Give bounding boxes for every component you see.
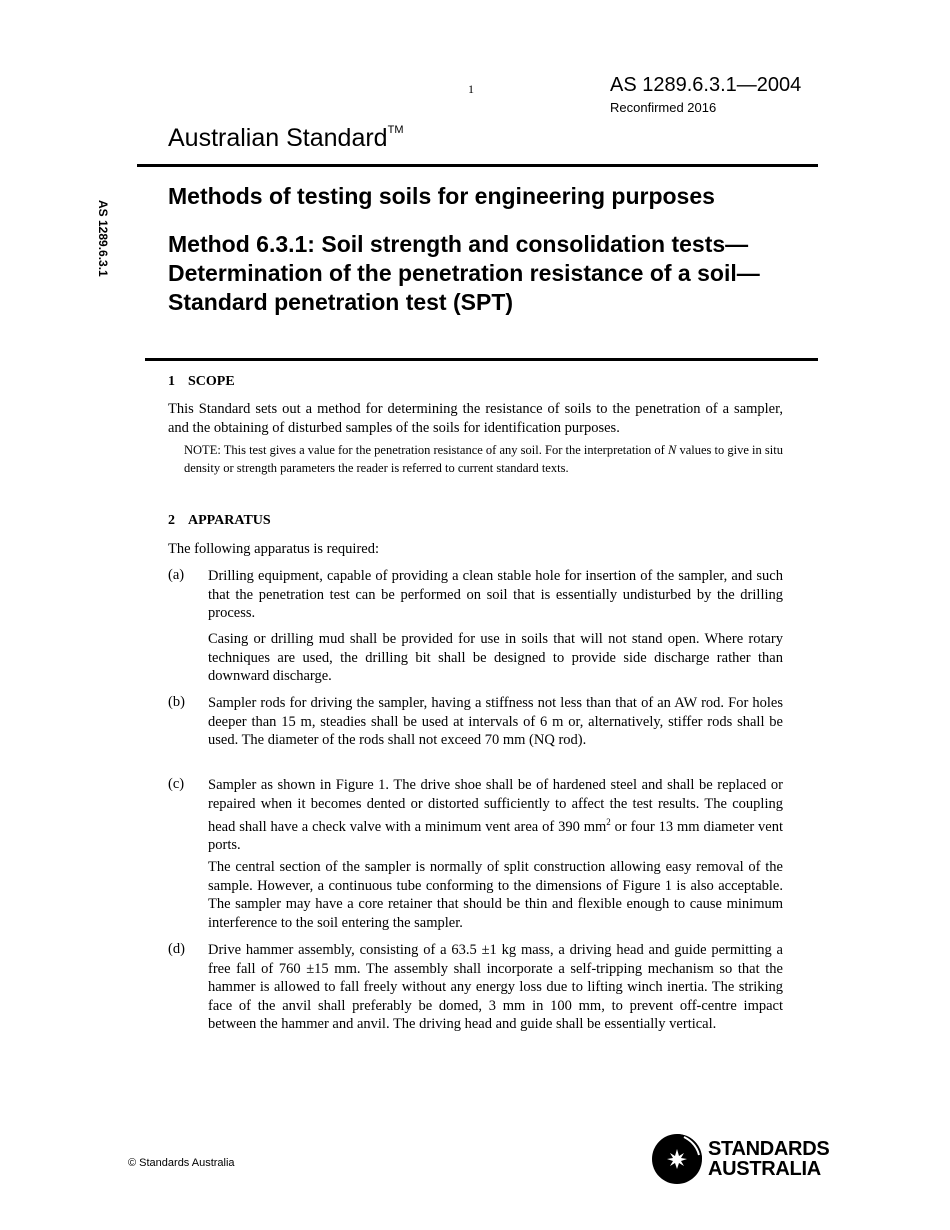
logo-line: AUSTRALIA [708, 1158, 821, 1180]
list-item-label: (a) [168, 567, 185, 583]
note-text-start: NOTE: This test gives a value for the penetration resistance of any soil. For the interpretation of [184, 443, 668, 457]
copyright: © Standards Australia [128, 1157, 235, 1169]
series-title: Methods of testing soils for engineering purposes [168, 183, 715, 209]
trademark-symbol: TM [387, 123, 404, 136]
logo-line: STANDARDS [708, 1138, 830, 1160]
list-item-text: Casing or drilling mud shall be provided for use in soils that will not stand open. Where rotary techniques are used, the drilling bit shall be designed to provide side discharge rather than downward discharge. [208, 631, 783, 684]
list-item-label: (c) [168, 776, 185, 792]
section-title: SCOPE [188, 374, 235, 389]
text-segment: Sampler as shown in Figure 1. The drive shoe shall be of hardened steel and shall be replaced or repaired when it becomes dented or distorted sufficiently to affect the test results. The coupling head shall have a check valve with a minimum vent area of 390 mm [208, 777, 783, 835]
method-title: Method 6.3.1: Soil strength and consolidation tests—Determination of the penetration resistance of a soil—Standard penetration test (SPT) [168, 231, 760, 315]
section-heading-apparatus [168, 513, 271, 529]
reconfirmed-label: Reconfirmed 2016 [610, 100, 717, 115]
scope-note [184, 441, 783, 477]
superscript: 2 [606, 817, 611, 827]
list-item-label: (d) [168, 941, 185, 957]
list-item-text: Drive hammer assembly, consisting of a 63.5 ±1 kg mass, a driving head and guide permitting a free fall of 760 ±15 mm. The assembly shall incorporate a self-tripping mechanism so that the hammer is allowed to fall freely without any energy loss due to lifting winch inertia. The striking face of the anvil shall preferably be domed, 3 mm in 100 mm, to prevent off-centre impact between the hammer and anvil. The driving head and guide shall be essentially vertical. [208, 942, 783, 1032]
top-rule [137, 164, 818, 167]
scope-paragraph: This Standard sets out a method for determining the resistance of soils to the penetration of a sampler, and the obtaining of disturbed samples of the soils for identification purposes. [168, 401, 783, 436]
side-standard-label: AS 1289.6.3.1 [96, 200, 110, 277]
logo-wordmark [708, 1139, 829, 1179]
list-item-text: Sampler rods for driving the sampler, having a stiffness not less than that of an AW rod. For holes deeper than 15 m, steadies shall be used at intervals of 6 m or, alternatively, stiffer rods shall be used. The diameter of the rods shall not exceed 70 mm (NQ rod). [208, 695, 783, 748]
list-item-label: (b) [168, 694, 185, 710]
starburst-logo-icon [651, 1133, 703, 1185]
standard-brand [168, 124, 403, 153]
note-text-end: values to give in situ density or strength parameters the reader is referred to current standard texts. [184, 443, 783, 475]
list-item-text: The central section of the sampler is normally of split construction allowing easy removal of the sample. However, a continuous tube conforming to the dimensions of Figure 1 is also acceptable. The sampler may have a core retainer that should be thin and flexible enough to cause minimum interference to the soil entering the sampler. [208, 859, 783, 931]
section-number: 2 [168, 513, 175, 528]
standards-australia-logo [651, 1133, 703, 1190]
apparatus-intro: The following apparatus is required: [168, 541, 379, 557]
page-number: 1 [468, 82, 474, 96]
standard-number: AS 1289.6.3.1—2004 [610, 74, 802, 96]
brand-text: Australian Standard [168, 124, 388, 152]
section-title: APPARATUS [188, 513, 271, 528]
list-item-text: Drilling equipment, capable of providing a clean stable hole for insertion of the sampler, and such that the penetration test can be performed on soil that is essentially undisturbed by the drilling process. [208, 568, 783, 621]
text-segment: or four 13 mm diameter vent ports. [208, 818, 783, 854]
section-number: 1 [168, 374, 175, 389]
list-item-text [208, 776, 783, 855]
note-italic-n: N [667, 443, 677, 457]
section-heading-scope [168, 374, 235, 390]
title-rule [145, 358, 818, 361]
